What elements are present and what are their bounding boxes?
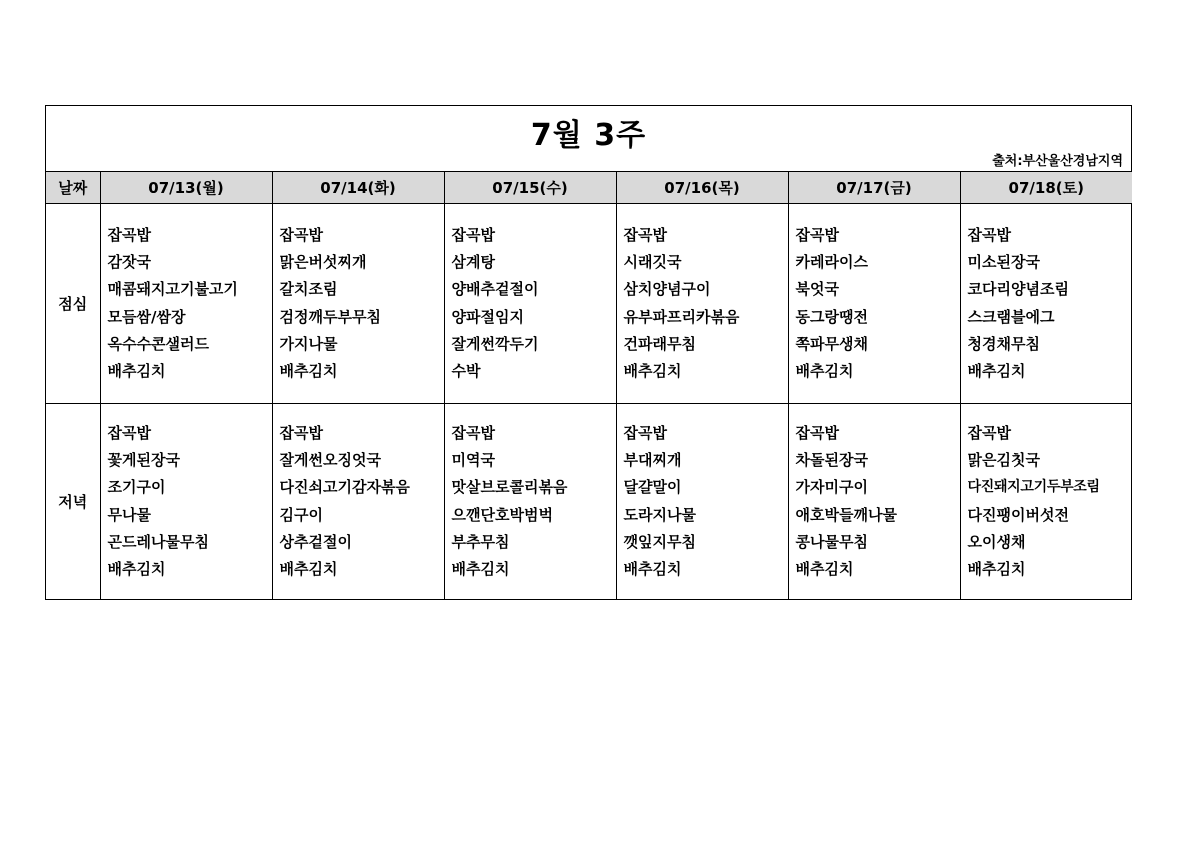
dish-item: 다진쇠고기감자볶음 xyxy=(279,478,410,497)
dish-item: 건파래무침 xyxy=(623,334,696,353)
dish-list xyxy=(273,222,444,386)
day-header: 07/14(화) xyxy=(272,172,444,204)
dish-list xyxy=(273,420,444,584)
day-header: 07/17(금) xyxy=(788,172,960,204)
dish-item: 미역국 xyxy=(451,450,495,469)
dish-item: 감잣국 xyxy=(107,252,151,271)
menu-table xyxy=(46,172,1132,599)
dish-item: 잡곡밥 xyxy=(451,225,495,244)
dish-item: 맛살브로콜리볶음 xyxy=(451,478,568,497)
dish-item: 잡곡밥 xyxy=(279,225,323,244)
page-title: 7월 3주 xyxy=(530,118,647,153)
dish-item: 갈치조림 xyxy=(279,280,338,299)
dish-item: 옥수수콘샐러드 xyxy=(107,334,209,353)
dish-item: 애호박들깨나물 xyxy=(795,505,897,524)
dish-list xyxy=(961,222,1133,386)
dish-item: 잡곡밥 xyxy=(623,225,667,244)
dish-item: 배추김치 xyxy=(795,560,854,579)
dish-item: 양배추겉절이 xyxy=(451,280,539,299)
dish-item: 동그랑땡전 xyxy=(795,307,868,326)
dish-item: 삼계탕 xyxy=(451,252,495,271)
dish-item: 맑은김칫국 xyxy=(967,450,1040,469)
dish-item: 으깬단호박범벅 xyxy=(451,505,553,524)
dish-item: 배추김치 xyxy=(623,362,682,381)
dish-item: 잡곡밥 xyxy=(967,225,1011,244)
dish-item: 차돌된장국 xyxy=(795,450,868,469)
dinner-cell xyxy=(272,404,444,600)
dish-item: 미소된장국 xyxy=(967,252,1040,271)
dish-item: 김구이 xyxy=(279,505,323,524)
dish-item: 잘게썬깍두기 xyxy=(451,334,539,353)
dish-item: 무나물 xyxy=(107,505,151,524)
dish-list xyxy=(445,222,616,386)
dish-item: 모듬쌈/쌈장 xyxy=(107,307,186,326)
lunch-cell xyxy=(960,204,1132,404)
day-header: 07/18(토) xyxy=(960,172,1132,204)
dish-item: 가자미구이 xyxy=(795,478,868,497)
dish-list xyxy=(617,222,788,386)
lunch-cell xyxy=(100,204,272,404)
dish-item: 매콤돼지고기불고기 xyxy=(107,280,238,299)
dish-item: 곤드레나물무침 xyxy=(107,532,209,551)
dish-item: 잡곡밥 xyxy=(107,225,151,244)
dish-item: 배추김치 xyxy=(107,560,166,579)
dish-item: 조기구이 xyxy=(107,478,166,497)
dish-item: 잡곡밥 xyxy=(451,423,495,442)
dish-item: 잡곡밥 xyxy=(279,423,323,442)
dish-item: 배추김치 xyxy=(795,362,854,381)
dish-item: 잡곡밥 xyxy=(795,225,839,244)
lunch-cell xyxy=(272,204,444,404)
dish-item: 배추김치 xyxy=(451,560,510,579)
dish-item: 검정깨두부무침 xyxy=(279,307,381,326)
dish-list xyxy=(789,420,960,584)
dish-list xyxy=(961,420,1133,584)
dish-item: 부대찌개 xyxy=(623,450,682,469)
lunch-row xyxy=(46,204,1132,404)
dish-item: 가지나물 xyxy=(279,334,338,353)
day-header: 07/16(목) xyxy=(616,172,788,204)
dish-item: 시래깃국 xyxy=(623,252,682,271)
dish-item: 북엇국 xyxy=(795,280,839,299)
dish-item: 유부파프리카볶음 xyxy=(623,307,740,326)
dinner-cell xyxy=(788,404,960,600)
dish-item: 배추김치 xyxy=(967,560,1026,579)
lunch-cell xyxy=(444,204,616,404)
dish-item: 코다리양념조림 xyxy=(967,280,1069,299)
dish-item: 잡곡밥 xyxy=(795,423,839,442)
day-header: 07/15(수) xyxy=(444,172,616,204)
title-row xyxy=(46,106,1131,172)
dish-item: 잡곡밥 xyxy=(967,423,1011,442)
dish-item: 부추무침 xyxy=(451,532,510,551)
dish-item: 청경채무침 xyxy=(967,334,1040,353)
dish-list xyxy=(789,222,960,386)
date-header-row xyxy=(46,172,1132,204)
dish-item: 스크램블에그 xyxy=(967,307,1055,326)
dinner-cell xyxy=(100,404,272,600)
dish-item: 다진돼지고기두부조림 xyxy=(967,479,1100,496)
lunch-cell xyxy=(616,204,788,404)
dish-list xyxy=(617,420,788,584)
dish-item: 깻잎지무침 xyxy=(623,532,696,551)
dish-item: 수박 xyxy=(451,362,481,381)
dish-item: 상추겉절이 xyxy=(279,532,352,551)
source-note: 출처:부산울산경남지역 xyxy=(992,154,1123,169)
day-header: 07/13(월) xyxy=(100,172,272,204)
dish-item: 쪽파무생채 xyxy=(795,334,868,353)
dinner-row xyxy=(46,404,1132,600)
dish-item: 배추김치 xyxy=(967,362,1026,381)
dish-item: 다진팽이버섯전 xyxy=(967,505,1069,524)
dish-item: 오이생채 xyxy=(967,532,1026,551)
dish-item: 양파절임지 xyxy=(451,307,524,326)
dish-item: 삼치양념구이 xyxy=(623,280,711,299)
dinner-cell xyxy=(444,404,616,600)
dish-item: 꽃게된장국 xyxy=(107,450,180,469)
dish-item: 달걀말이 xyxy=(623,478,682,497)
dinner-cell xyxy=(616,404,788,600)
dish-item: 맑은버섯찌개 xyxy=(279,252,367,271)
dish-list xyxy=(101,420,272,584)
dish-item: 배추김치 xyxy=(623,560,682,579)
lunch-cell xyxy=(788,204,960,404)
date-header-label: 날짜 xyxy=(46,172,100,204)
dish-item: 배추김치 xyxy=(279,560,338,579)
dish-list xyxy=(101,222,272,386)
dish-item: 콩나물무침 xyxy=(795,532,868,551)
dish-item: 잘게썬오징엇국 xyxy=(279,450,381,469)
dish-item: 도라지나물 xyxy=(623,505,696,524)
dish-item: 잡곡밥 xyxy=(107,423,151,442)
dinner-label: 저녁 xyxy=(46,404,100,600)
weekly-menu-sheet xyxy=(45,105,1132,600)
dinner-cell xyxy=(960,404,1132,600)
dish-item: 배추김치 xyxy=(279,362,338,381)
dish-list xyxy=(445,420,616,584)
dish-item: 카레라이스 xyxy=(795,252,868,271)
dish-item: 잡곡밥 xyxy=(623,423,667,442)
dish-item: 배추김치 xyxy=(107,362,166,381)
lunch-label: 점심 xyxy=(46,204,100,404)
